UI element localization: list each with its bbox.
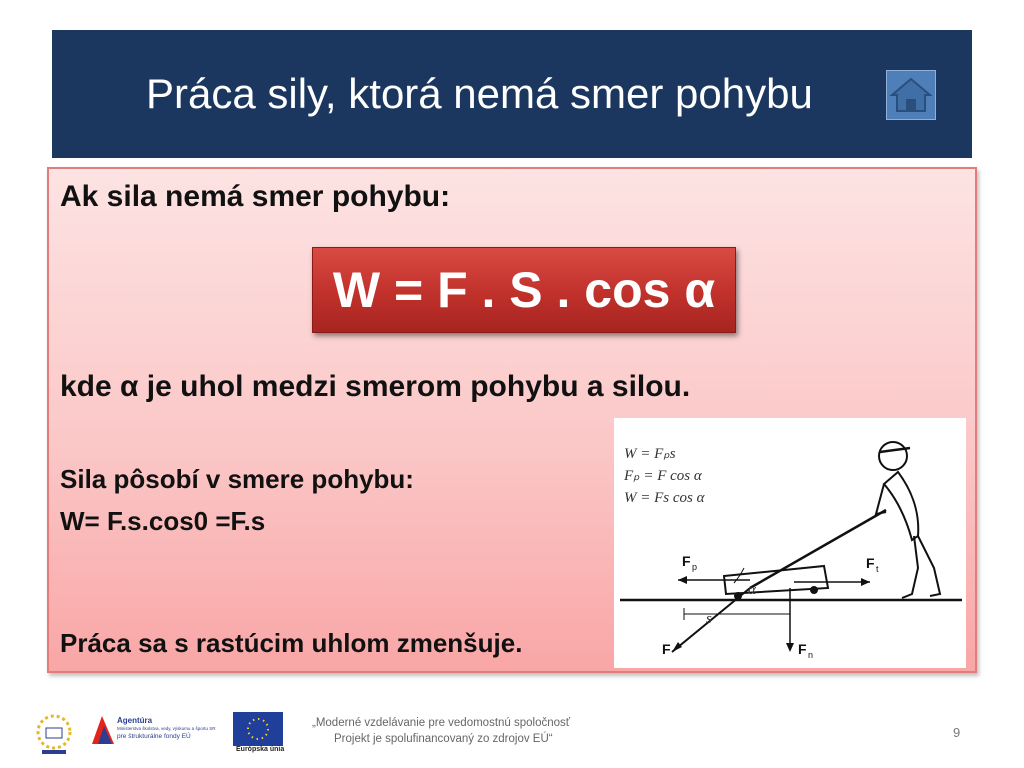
intro-text: Ak sila nemá smer pohybu: bbox=[60, 180, 451, 213]
explanation-text: kde α je uhol medzi smerom pohybu a silou. bbox=[60, 370, 691, 403]
agency-icon bbox=[88, 712, 118, 748]
formula-text: W = F . S . cos α bbox=[332, 262, 716, 318]
page-number: 9 bbox=[953, 725, 961, 740]
label-ft-sub: t bbox=[876, 564, 879, 574]
slide-title: Práca sily, ktorá nemá smer pohybu bbox=[146, 70, 813, 117]
case-title: Sila pôsobí v smere pohybu: bbox=[60, 464, 414, 494]
person-leg bbox=[918, 536, 940, 596]
equation-1: W = Fₚs bbox=[624, 446, 676, 462]
physics-figure bbox=[614, 418, 966, 668]
conclusion-text: Práca sa s rastúcim uhlom zmenšuje. bbox=[60, 628, 523, 658]
eu-flag-icon bbox=[233, 712, 283, 746]
home-icon bbox=[887, 71, 935, 119]
label-fn-sub: n bbox=[808, 650, 814, 660]
star-wreath-icon bbox=[30, 708, 78, 760]
agency-name: Agentúra bbox=[117, 716, 153, 725]
home-button[interactable] bbox=[886, 70, 936, 120]
footer-quote: „Moderné vzdelávanie pre vedomostnú spoločnosť bbox=[312, 717, 571, 729]
person-torso bbox=[884, 472, 918, 540]
force-arrow-ft-head bbox=[861, 578, 870, 586]
person-head bbox=[879, 442, 907, 470]
footer-project: Projekt je spolufinancovaný zo zdrojov EÚ“ bbox=[334, 733, 553, 745]
mower-diagram bbox=[614, 418, 966, 668]
equation-3: W = Fs cos α bbox=[624, 490, 705, 506]
eu-label: Európska únia bbox=[236, 746, 285, 753]
label-fp-sub: p bbox=[692, 562, 698, 572]
label-s: s bbox=[706, 611, 712, 627]
label-ft: F bbox=[866, 555, 875, 571]
formula-box bbox=[312, 247, 736, 333]
force-arrow-f-head bbox=[672, 642, 682, 652]
force-arrow-fn-head bbox=[786, 643, 794, 652]
agency-funds: pre štrukturálne fondy EÚ bbox=[117, 733, 191, 740]
agency-logo bbox=[88, 712, 224, 750]
mower-wheel bbox=[810, 586, 818, 594]
program-logo bbox=[30, 708, 78, 760]
equation-2: Fₚ = F cos α bbox=[624, 468, 702, 484]
person-leg bbox=[902, 536, 918, 598]
label-alpha: α bbox=[748, 582, 756, 598]
force-arrow-fp-head bbox=[678, 576, 687, 584]
agency-desc: Ministerstva školstva, vedy, výskumu a športu SR bbox=[117, 726, 216, 731]
case-formula: W= F.s.cos0 =F.s bbox=[60, 506, 266, 536]
label-fn: F bbox=[798, 641, 807, 657]
label-f: F bbox=[662, 641, 671, 657]
label-fp: F bbox=[682, 553, 691, 569]
